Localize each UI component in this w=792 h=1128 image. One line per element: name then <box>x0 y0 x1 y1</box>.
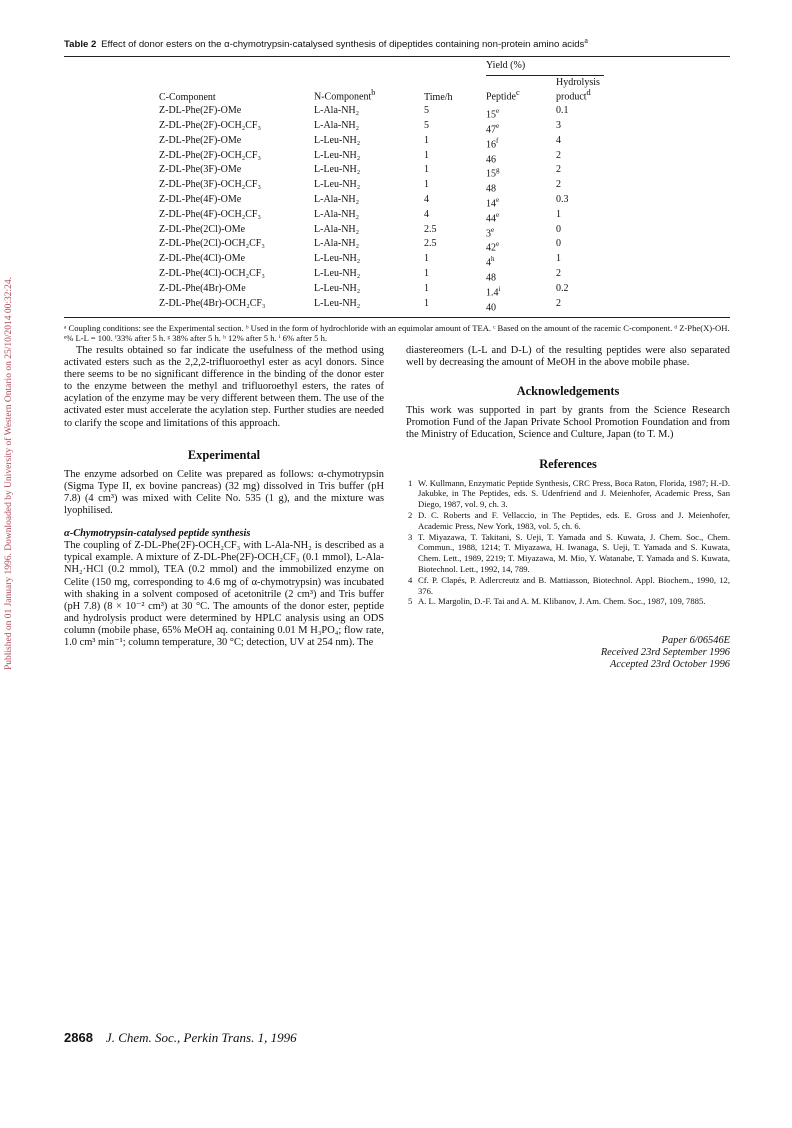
table-row <box>64 180 730 195</box>
table-row <box>64 225 730 240</box>
table-label: Table 2 <box>64 39 97 51</box>
cell-c-component: Z-DL-Phe(4F)-OCH₂CF₃ <box>159 208 261 220</box>
cell-c-component: Z-DL-Phe(2F)-OCH₂CF₃ <box>159 149 261 161</box>
cell-peptide: 4$^h$ <box>486 255 495 269</box>
peptide-footnote-mark: i <box>498 284 501 293</box>
cell-peptide: 48 <box>486 183 496 195</box>
reference-number: 5 <box>408 596 413 607</box>
data-table <box>64 61 730 313</box>
cell-n-component: L-Leu-NH₂ <box>314 268 361 280</box>
cell-n-component: L-Ala-NH₂ <box>314 119 360 131</box>
cell-hydrolysis: 4 <box>556 134 561 146</box>
paper-id: Paper 6/06546E <box>661 635 730 647</box>
cell-time: 1 <box>424 149 429 161</box>
reference-number: 3 <box>408 531 413 542</box>
conclusion-paragraph: The results obtained so far indicate the usefulness of the method using activated esters such as the 2,2,2-trifluoroethyl ester as acyl donors. Since there seems to be no significant difference in the binding of the donor ester to the enzyme between the methyl and trifluoroethyl esters, the rates of acylation of the enzyme may be very different between them. The use of the activated ester must accelerate the acylation step. Further studies are needed to clarify the scope and limitations of this approach. <box>64 345 384 429</box>
cell-peptide: 3e <box>486 225 495 239</box>
table-row <box>64 195 730 210</box>
peptide-footnote-mark: e <box>491 225 495 234</box>
cell-c-component: Z-DL-Phe(2Cl)-OMe <box>159 223 246 235</box>
cell-c-component: Z-DL-Phe(2F)-OCH₂CF₃ <box>159 119 261 131</box>
reference-text: Cf. P. Clapés, P. Adlercreutz and B. Mattiasson, Biotechnol. Appl. Biochem., 1990, 12, 376. <box>418 574 730 596</box>
cell-c-component: Z-DL-Phe(4Cl)-OCH₂CF₃ <box>159 268 265 280</box>
reference-text: D. C. Roberts and F. Vellaccio, in The Peptides, eds. E. Gross and J. Meienhofer, Academic Press, New York, 1983, vol. 5, ch. 6. <box>418 510 730 531</box>
cell-time: 1 <box>424 297 429 309</box>
cell-n-component: L-Ala-NH₂ <box>314 223 360 235</box>
received-date: Received 23rd September 1996 <box>600 647 730 659</box>
cell-n-component: L-Leu-NH₂ <box>314 149 361 161</box>
table-top-rule <box>64 56 730 57</box>
cell-hydrolysis: 0.1 <box>556 105 569 117</box>
table-row <box>64 121 730 136</box>
peptide-footnote-mark: e <box>496 240 500 249</box>
peptide-footnote-mark: h <box>491 255 495 264</box>
cell-peptide: 46 <box>486 153 496 165</box>
cell-time: 1 <box>424 134 429 146</box>
cell-peptide: 15$^g$ <box>486 166 500 180</box>
references-heading: References <box>539 456 597 471</box>
reference-text: W. Kullmann, Enzymatic Peptide Synthesis, CRC Press, Boca Raton, Florida, 1987; H.-D. Jakubke, in The Peptides, eds. S. Udenfriend and J. Meienhofer, Academic Press, San Diego, 1987, vol. 9, ch. 3. <box>418 477 730 510</box>
table-row <box>64 151 730 166</box>
references-list <box>406 478 730 608</box>
right-column <box>406 345 730 671</box>
cell-peptide: 48 <box>486 272 496 284</box>
cell-hydrolysis: 2 <box>556 268 561 280</box>
cell-peptide: 42e <box>486 240 500 254</box>
cell-peptide: 44e <box>486 210 500 225</box>
cell-peptide: 15e <box>486 107 500 121</box>
peptide-footnote-mark: g <box>496 166 500 175</box>
cell-hydrolysis: 0.3 <box>556 193 569 205</box>
diastereomers-paragraph: diastereomers (L-L and D-L) of the resulting peptides were also separated well by decreasing the amount of MeOH in the above mobile phase. <box>406 345 730 369</box>
reference-text: T. Miyazawa, T. Takitani, S. Ueji, T. Yamada and S. Kuwata, J. Chem. Soc., Chem. Commun., 1988, 1214; T. Miyazawa, H. Iwanaga, S. Ueji, T. Yamada and S. Kuwata, Chem. Lett., 1989, 2219; T. Miyazawa, M. Mio, Y. Watanabe, T. Yamada and S. Kuwata, Biotechnol. Lett., 1992, 14, 789. <box>418 531 730 575</box>
cell-peptide: 14e <box>486 195 500 210</box>
peptide-footnote-mark: e <box>496 210 500 219</box>
cell-c-component: Z-DL-Phe(4F)-OMe <box>159 193 242 205</box>
left-column <box>64 345 384 649</box>
cell-n-component: L-Ala-NH₂ <box>314 193 360 205</box>
cell-c-component: Z-DL-Phe(4Br)-OCH₂CF₃ <box>159 297 266 309</box>
cell-time: 1 <box>424 268 429 280</box>
synthesis-paragraph: The coupling of Z-DL-Phe(2F)-OCH₂CF₃ with L-Ala-NH₂ is described as a typical example. A mixture of Z-DL-Phe(2F)-OCH₂CF₃ (0.1 mmol), L-Ala-NH₂·HCl (0.2 mmol), TEA (0.2 mmol) and the immobilized enzyme on Celite (150 mg, corresponding to 4.6 mg of α-chymotrypsin) was incubated with shaking in a solvent composed of acetonitrile (2 cm³) and Tris buffer (pH 7.8) (8 × 10⁻² cm³) at 30 °C. The amounts of the donor ester, peptide and hydrolysis product were determined by HPLC analysis using an ODS column (mobile phase, 65% MeOH aq. containing 0.01 M H₃PO₄; flow rate, 1.0 cm³ min⁻¹; column temperature, 30 °C; detection, UV at 254 nm). The <box>64 540 384 648</box>
table-row <box>64 254 730 269</box>
col-header-n-component: N-Component$^b$ <box>314 88 376 103</box>
cell-hydrolysis: 0.2 <box>556 282 569 294</box>
reference-item <box>406 596 730 607</box>
table-row <box>64 284 730 299</box>
cell-n-component: L-Leu-NH₂ <box>314 297 361 309</box>
table-section <box>64 36 730 344</box>
cell-c-component: Z-DL-Phe(2F)-OMe <box>159 134 242 146</box>
cell-c-component: Z-DL-Phe(4Br)-OMe <box>159 282 246 294</box>
cell-hydrolysis: 0 <box>556 223 561 235</box>
acknowledgements-text: This work was supported in part by grants from the Science Research Promotion Fund of the Japan Private School Promotion Foundation and from the Ministry of Education, Science and Culture, Japan (to T. M.) <box>406 405 730 441</box>
table-row <box>64 299 730 314</box>
cell-c-component: Z-DL-Phe(2F)-OMe <box>159 105 242 117</box>
table-body <box>64 106 730 314</box>
cell-peptide: 16$^f$ <box>486 136 499 150</box>
cell-time: 1 <box>424 253 429 265</box>
accepted-date: Accepted 23rd October 1996 <box>610 659 730 671</box>
cell-hydrolysis: 2 <box>556 164 561 176</box>
col-header-c-component: C-Component <box>159 91 216 103</box>
yield-header: Yield (%) <box>486 60 526 72</box>
table-footnote: ᵃ Coupling conditions: see the Experimental section. ᵇ Used in the form of hydrochloride with an equimolar amount of TEA. ᶜ Based on the amount of the racemic C-component. ᵈ Z-Phe(X)-OH. ᵉ% L-L = 100. ᶠ33% after 5 h. ᵍ 38% after 5 h. ʰ 12% after 5 h. ⁱ 6% after 5 h. <box>64 322 730 344</box>
cell-time: 4 <box>424 193 429 205</box>
cell-hydrolysis: 0 <box>556 238 561 250</box>
cell-time: 1 <box>424 164 429 176</box>
synthesis-subheading: α-Chymotrypsin-catalysed peptide synthesis <box>64 528 251 540</box>
table-caption-sup: a <box>584 36 588 45</box>
col-header-peptide: Peptide$^c$ <box>486 88 520 103</box>
peptide-footnote-mark: e <box>496 121 500 130</box>
cell-time: 2.5 <box>424 223 437 235</box>
reference-number: 2 <box>408 510 413 521</box>
cell-c-component: Z-DL-Phe(3F)-OMe <box>159 164 242 176</box>
table-bottom-rule <box>64 317 730 318</box>
cell-time: 2.5 <box>424 238 437 250</box>
table-row <box>64 136 730 151</box>
reference-text: A. L. Margolin, D.-F. Tai and A. M. Klibanov, J. Am. Chem. Soc., 1987, 109, 7885. <box>418 596 706 607</box>
download-watermark <box>2 170 16 690</box>
peptide-footnote-mark: f <box>496 136 499 145</box>
table-header-row-2 <box>64 78 730 106</box>
table-caption <box>64 36 730 50</box>
table-caption-text: Effect of donor esters on the α-chymotrypsin-catalysed synthesis of dipeptides containing non-protein amino acids <box>101 39 585 51</box>
cell-hydrolysis: 3 <box>556 119 561 131</box>
cell-c-component: Z-DL-Phe(3F)-OCH₂CF₃ <box>159 179 261 191</box>
cell-time: 4 <box>424 208 429 220</box>
peptide-footnote-mark: e <box>496 195 500 204</box>
cell-n-component: L-Ala-NH₂ <box>314 208 360 220</box>
cell-n-component: L-Leu-NH₂ <box>314 282 361 294</box>
cell-n-component: L-Leu-NH₂ <box>314 164 361 176</box>
cell-hydrolysis: 1 <box>556 208 561 220</box>
reference-item <box>406 575 730 597</box>
cell-peptide: 1.4$^i$ <box>486 284 501 299</box>
enzyme-prep-paragraph: The enzyme adsorbed on Celite was prepared as follows: α-chymotrypsin (Sigma Type II, ex bovine pancreas) (32 mg) dissolved in Tris buffer (pH 7.8) (4 cm³) was mixed with Celite No. 535 (1 g), and the mixture was lyophilised. <box>64 468 384 517</box>
cell-peptide: 47e <box>486 121 500 136</box>
cell-time: 5 <box>424 119 429 131</box>
page-footer <box>64 1030 297 1046</box>
table-row <box>64 269 730 284</box>
paper-info <box>406 635 730 671</box>
cell-n-component: L-Ala-NH₂ <box>314 238 360 250</box>
table-row <box>64 106 730 121</box>
acknowledgements-heading: Acknowledgements <box>516 384 620 399</box>
page-number: 2868 <box>64 1030 93 1045</box>
cell-c-component: Z-DL-Phe(4Cl)-OMe <box>159 253 246 265</box>
cell-c-component: Z-DL-Phe(2Cl)-OCH₂CF₃ <box>159 238 265 250</box>
cell-n-component: L-Leu-NH₂ <box>314 134 361 146</box>
col-header-time: Time/h <box>424 91 453 103</box>
cell-n-component: L-Ala-NH₂ <box>314 105 360 117</box>
peptide-footnote-mark: e <box>496 107 500 116</box>
reference-number: 1 <box>408 477 413 488</box>
cell-hydrolysis: 2 <box>556 297 561 309</box>
table-header-row-1 <box>64 61 730 75</box>
yield-rule <box>486 75 604 76</box>
reference-item <box>406 478 730 510</box>
table-row <box>64 165 730 180</box>
cell-hydrolysis: 2 <box>556 179 561 191</box>
cell-time: 5 <box>424 105 429 117</box>
cell-time: 1 <box>424 179 429 191</box>
cell-hydrolysis: 2 <box>556 149 561 161</box>
reference-number: 4 <box>408 574 413 585</box>
cell-hydrolysis: 1 <box>556 253 561 265</box>
col-header-hydrolysis: Hydrolysis product$^d$ <box>556 76 600 103</box>
table-row <box>64 239 730 254</box>
cell-time: 1 <box>424 282 429 294</box>
cell-n-component: L-Leu-NH₂ <box>314 253 361 265</box>
journal-citation: J. Chem. Soc., Perkin Trans. 1, 1996 <box>105 1030 297 1045</box>
experimental-heading: Experimental <box>187 447 261 462</box>
table-row <box>64 210 730 225</box>
cell-n-component: L-Leu-NH₂ <box>314 179 361 191</box>
download-watermark-text: Published on 01 January 1996. Downloaded by University of Western Ontario on 25/10/2014 00:32:24. <box>4 276 14 670</box>
cell-peptide: 40 <box>486 302 496 314</box>
reference-item <box>406 532 730 575</box>
reference-item <box>406 510 730 532</box>
